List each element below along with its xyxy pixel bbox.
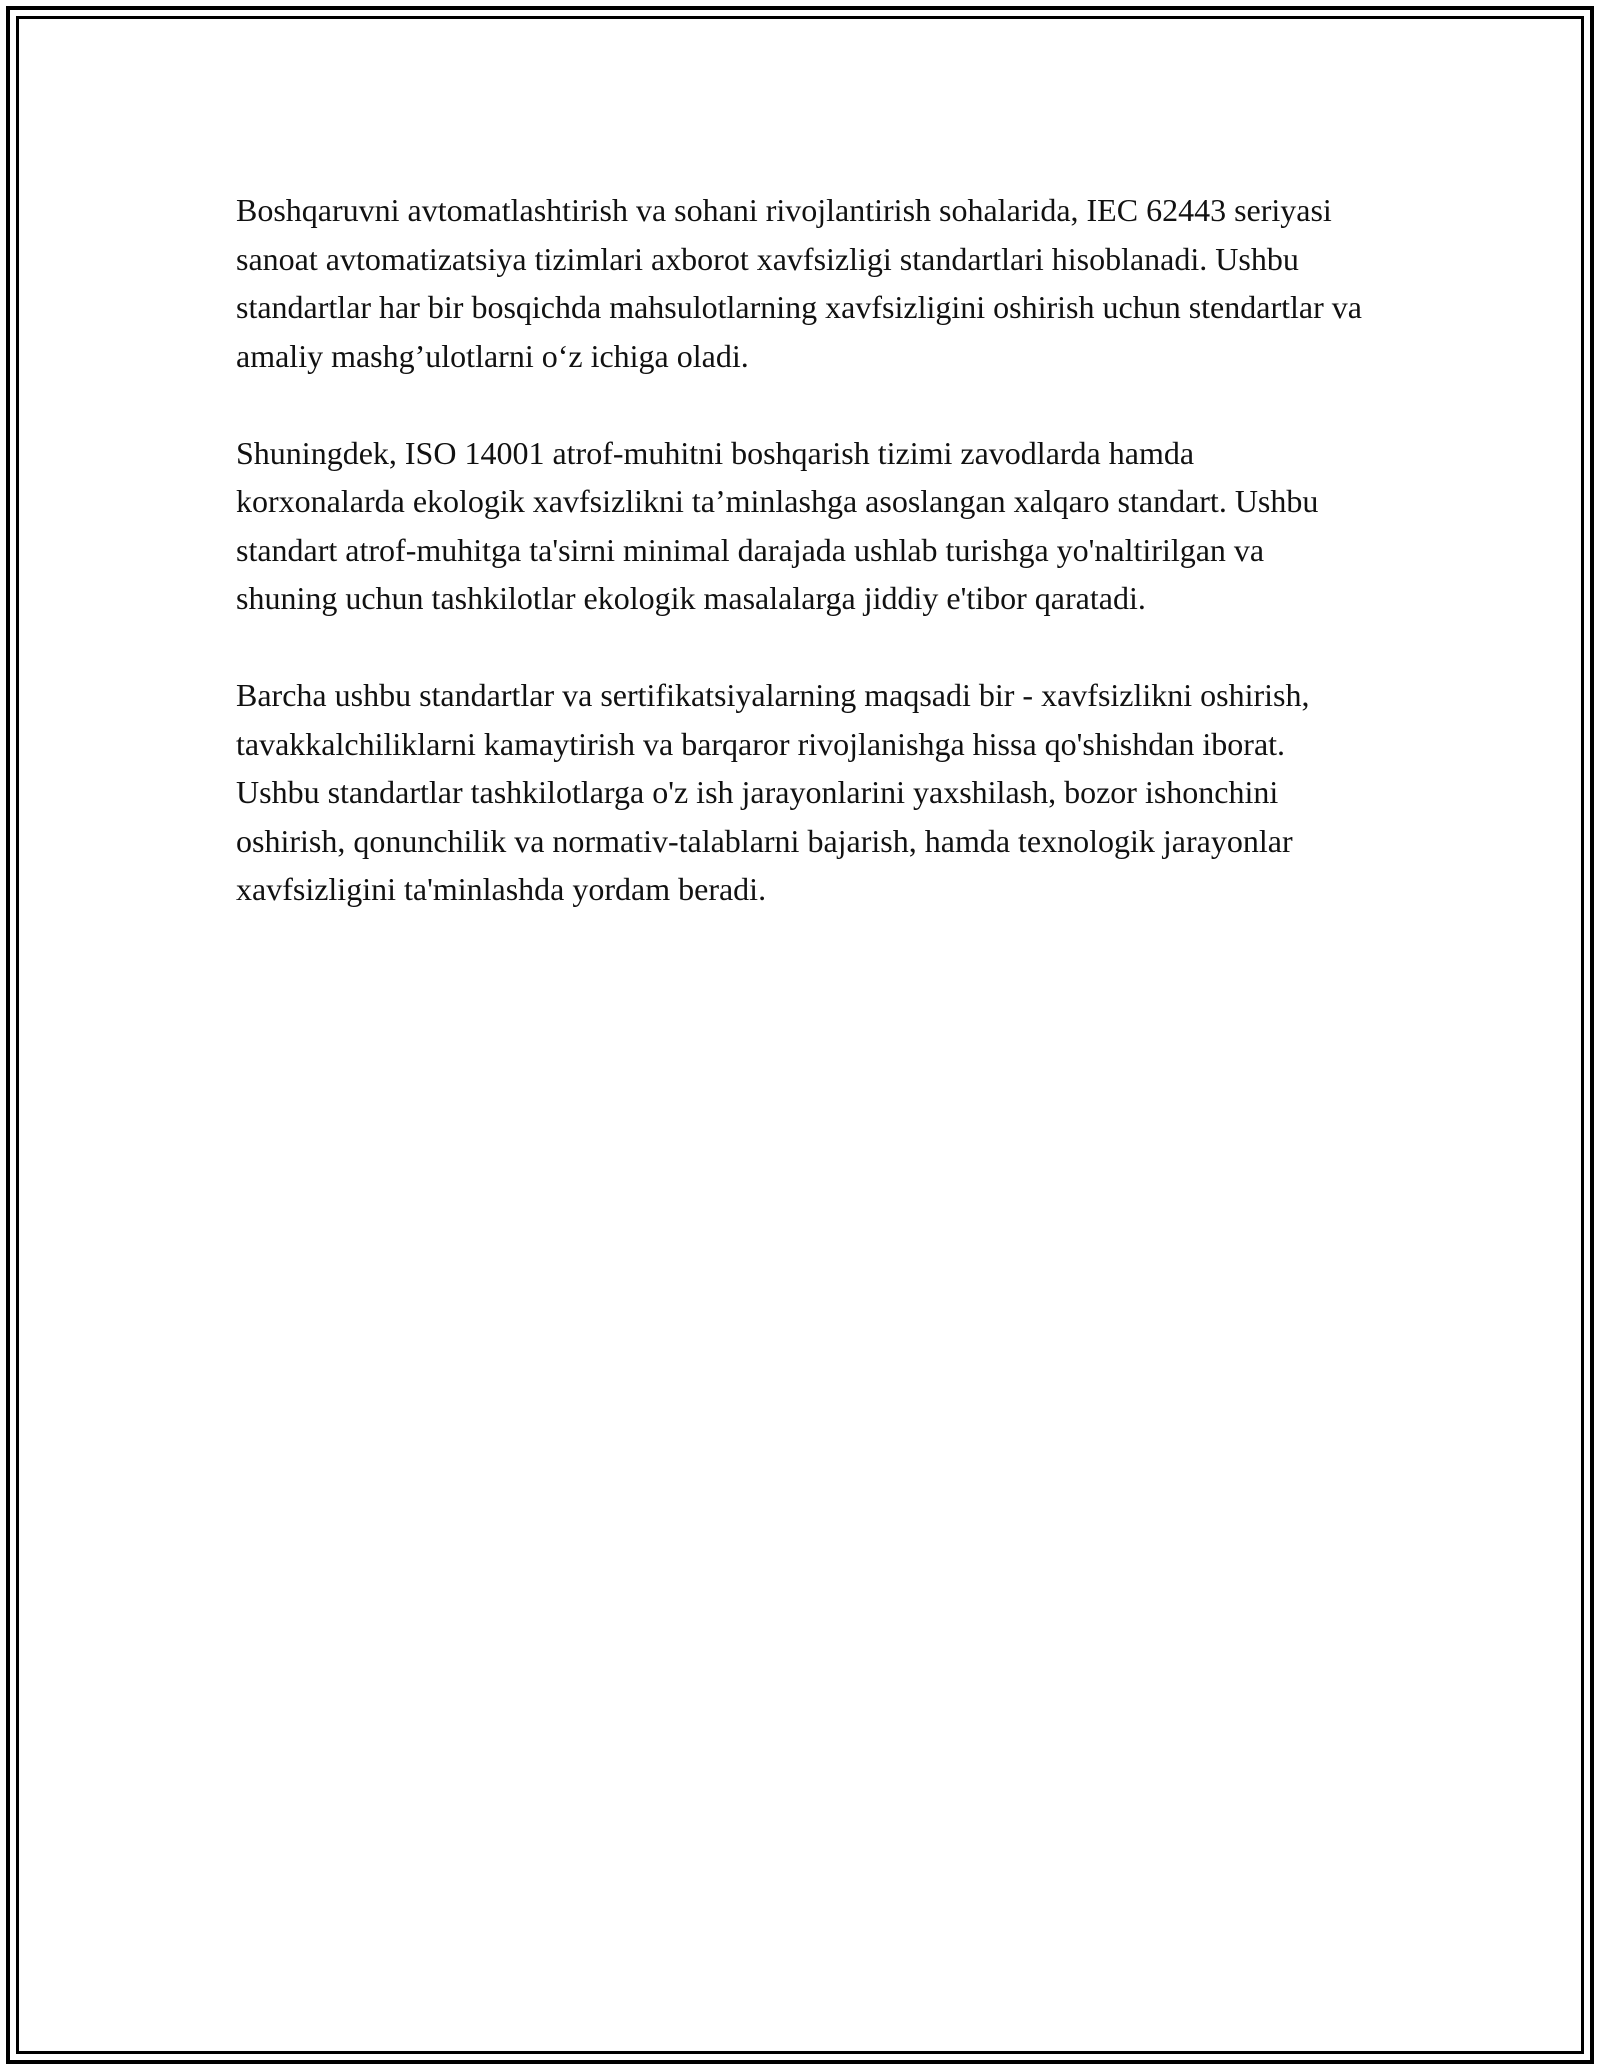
paragraph-iso-14001: Shuningdek, ISO 14001 atrof-muhitni boshqarish tizimi zavodlarda hamda korxonalarda ekologik xavfsizlikni ta’minlashga asoslangan xalqaro standart. Ushbu standart atrof-muhitga ta'sirni minimal darajada ushlab turishga yo'naltirilgan va shuning uchun tashkilotlar ekologik masalalarga jiddiy e'tibor qaratadi. <box>236 434 1319 616</box>
paragraph-summary: Barcha ushbu standartlar va sertifikatsiyalarning maqsadi bir - xavfsizlikni oshirish, tavakkalchiliklarni kamaytirish va barqaror rivojlanishga hissa qo'shishdan iborat. Ushbu standartlar tashkilotlarga o'z ish jarayonlarini yaxshilash, bozor ishonchini oshirish, qonunchilik va normativ-talablarni bajarish, hamda texnologik jarayonlar xavfsizligini ta'minlashda yordam beradi. <box>236 677 1310 907</box>
document-body <box>236 186 1366 914</box>
paragraph-iec-62443: Boshqaruvni avtomatlashtirish va sohani rivojlantirish sohalarida, IEC 62443 seriyasi sanoat avtomatizatsiya tizimlari axborot xavfsizligi standartlari hisoblanadi. Ushbu standartlar har bir bosqichda mahsulotlarning xavfsizligini oshirish uchun stendartlar va amaliy mashg’ulotlarni o‘z ichiga oladi. <box>236 192 1362 374</box>
